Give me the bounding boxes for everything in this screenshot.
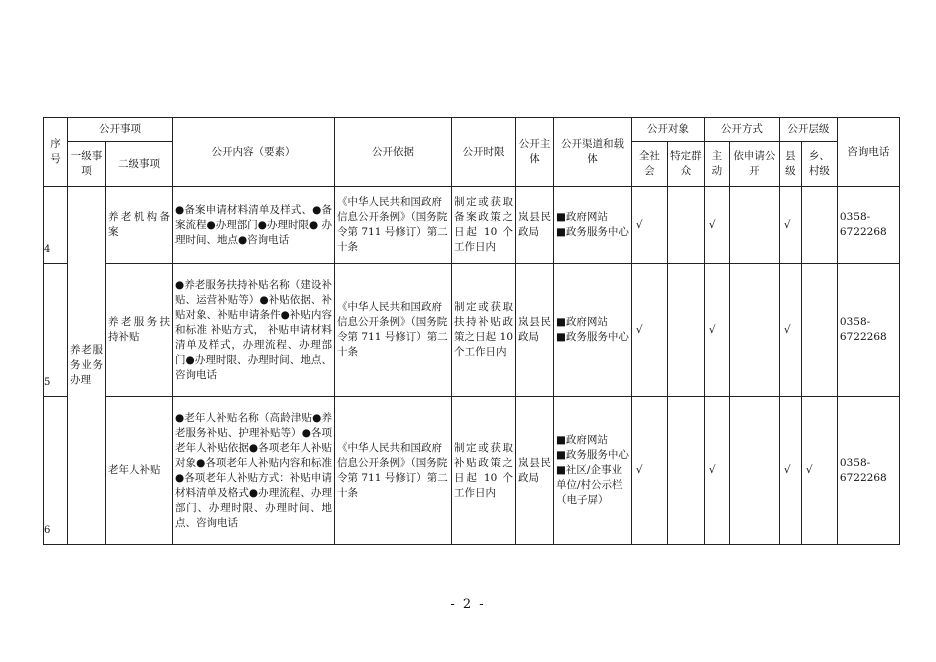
item-name: 养老机构备案: [106, 187, 173, 264]
item-name: 养老服务扶持补贴: [106, 264, 173, 397]
item-time: 制定或获取备案政策之日起 10 个工作日内: [452, 187, 516, 264]
item-name: 老年人补贴: [106, 397, 173, 545]
header-seq: 序号: [44, 118, 68, 187]
table-row: [44, 397, 900, 545]
header-method-apply: 依申请公开: [729, 142, 779, 187]
target-all-check: √: [631, 187, 667, 264]
header-phone: 咨询电话: [837, 118, 899, 187]
header-target: 公开对象: [631, 118, 704, 142]
method-apply-check: [729, 397, 779, 545]
item-content: ●备案申请材料清单及样式、●备案流程●办理部门●办理时限● 办理时间、地点●咨询电话: [173, 187, 335, 264]
item-time: 制定或获取扶持补贴政策之日起 10 个工作日内: [452, 264, 516, 397]
channel-item: ■政务服务中心: [556, 449, 629, 461]
level-county-check: √: [779, 397, 801, 545]
item-subject: 岚县民政局: [516, 397, 554, 545]
header-public-item: 公开事项: [68, 118, 173, 142]
item-subject: 岚县民政局: [516, 264, 554, 397]
channel-item: ■社区/企事业单位/村公示栏（电子屏）: [556, 464, 623, 506]
header-method-active: 主动: [704, 142, 729, 187]
item-basis: 《中华人民共和国政府信息公开条例》（国务院令第 711 号修订）第二十条: [335, 397, 452, 545]
row-number: 5: [44, 264, 68, 397]
channel-item: ■政务服务中心: [556, 331, 629, 343]
level-town-check: √: [801, 397, 837, 545]
item-basis: 《中华人民共和国政府信息公开条例》（国务院令第 711 号修订）第二十条: [335, 264, 452, 397]
disclosure-table: [43, 117, 900, 545]
item-channels: [554, 397, 632, 545]
item-content: ●老年人补贴名称（高龄津贴●养老服务补贴、护理补贴等）●各项老年人补贴依据●各项老年人补贴对象●各项老年人补贴内容和标准●各项老年人补贴方式：补贴申请材料清单及格式●办理流程、办理部门、办理时限、办理时间、地点、咨询电话: [173, 397, 335, 545]
header-level1: 一级事项: [68, 142, 106, 187]
item-phone: 0358-6722268: [837, 397, 899, 545]
header-subject: 公开主体: [516, 118, 554, 187]
item-subject: 岚县民政局: [516, 187, 554, 264]
method-active-check: √: [704, 264, 729, 397]
row-number: 6: [44, 397, 68, 545]
header-level2: 二级事项: [106, 142, 173, 187]
item-phone: 0358-6722268: [837, 264, 899, 397]
header-target-all: 全社会: [631, 142, 667, 187]
item-channels: [554, 187, 632, 264]
row-number: 4: [44, 187, 68, 264]
header-method: 公开方式: [704, 118, 779, 142]
target-all-check: √: [631, 264, 667, 397]
level-county-check: √: [779, 264, 801, 397]
channel-item: ■政府网站: [556, 434, 608, 446]
item-content: ●养老服务扶持补贴名称（建设补贴、运营补贴等）●补贴依据、补贴对象、补贴申请条件●补贴内容和标准 补贴方式， 补贴申请材料清单及样式，办理流程、办理部门●办理时限、办理时间、地点、咨询电话: [173, 264, 335, 397]
header-level-town: 乡、村级: [801, 142, 837, 187]
header-channel: 公开渠道和载体: [554, 118, 632, 187]
header-target-specific: 特定群众: [667, 142, 704, 187]
header-time-limit: 公开时限: [452, 118, 516, 187]
category-cell: 养老服务业务办理: [68, 187, 106, 545]
target-all-check: √: [631, 397, 667, 545]
channel-item: ■政府网站: [556, 316, 608, 328]
method-active-check: √: [704, 187, 729, 264]
item-time: 制定或获取补贴政策之日起 10 个工作日内: [452, 397, 516, 545]
target-specific-check: [667, 187, 704, 264]
level-town-check: [801, 264, 837, 397]
level-town-check: [801, 187, 837, 264]
header-content: 公开内容（要素）: [173, 118, 335, 187]
item-basis: 《中华人民共和国政府信息公开条例》（国务院令第 711 号修订）第二十条: [335, 187, 452, 264]
header-level: 公开层级: [779, 118, 837, 142]
method-apply-check: [729, 187, 779, 264]
target-specific-check: [667, 397, 704, 545]
method-apply-check: [729, 264, 779, 397]
table-row: [44, 187, 900, 264]
table-row: [44, 264, 900, 397]
item-channels: [554, 264, 632, 397]
level-county-check: √: [779, 187, 801, 264]
header-basis: 公开依据: [335, 118, 452, 187]
channel-item: ■政务服务中心: [556, 226, 629, 238]
channel-item: ■政府网站: [556, 211, 608, 223]
method-active-check: √: [704, 397, 729, 545]
item-phone: 0358-6722268: [837, 187, 899, 264]
target-specific-check: [667, 264, 704, 397]
header-level-county: 县级: [779, 142, 801, 187]
page-number: - 2 -: [450, 597, 486, 612]
